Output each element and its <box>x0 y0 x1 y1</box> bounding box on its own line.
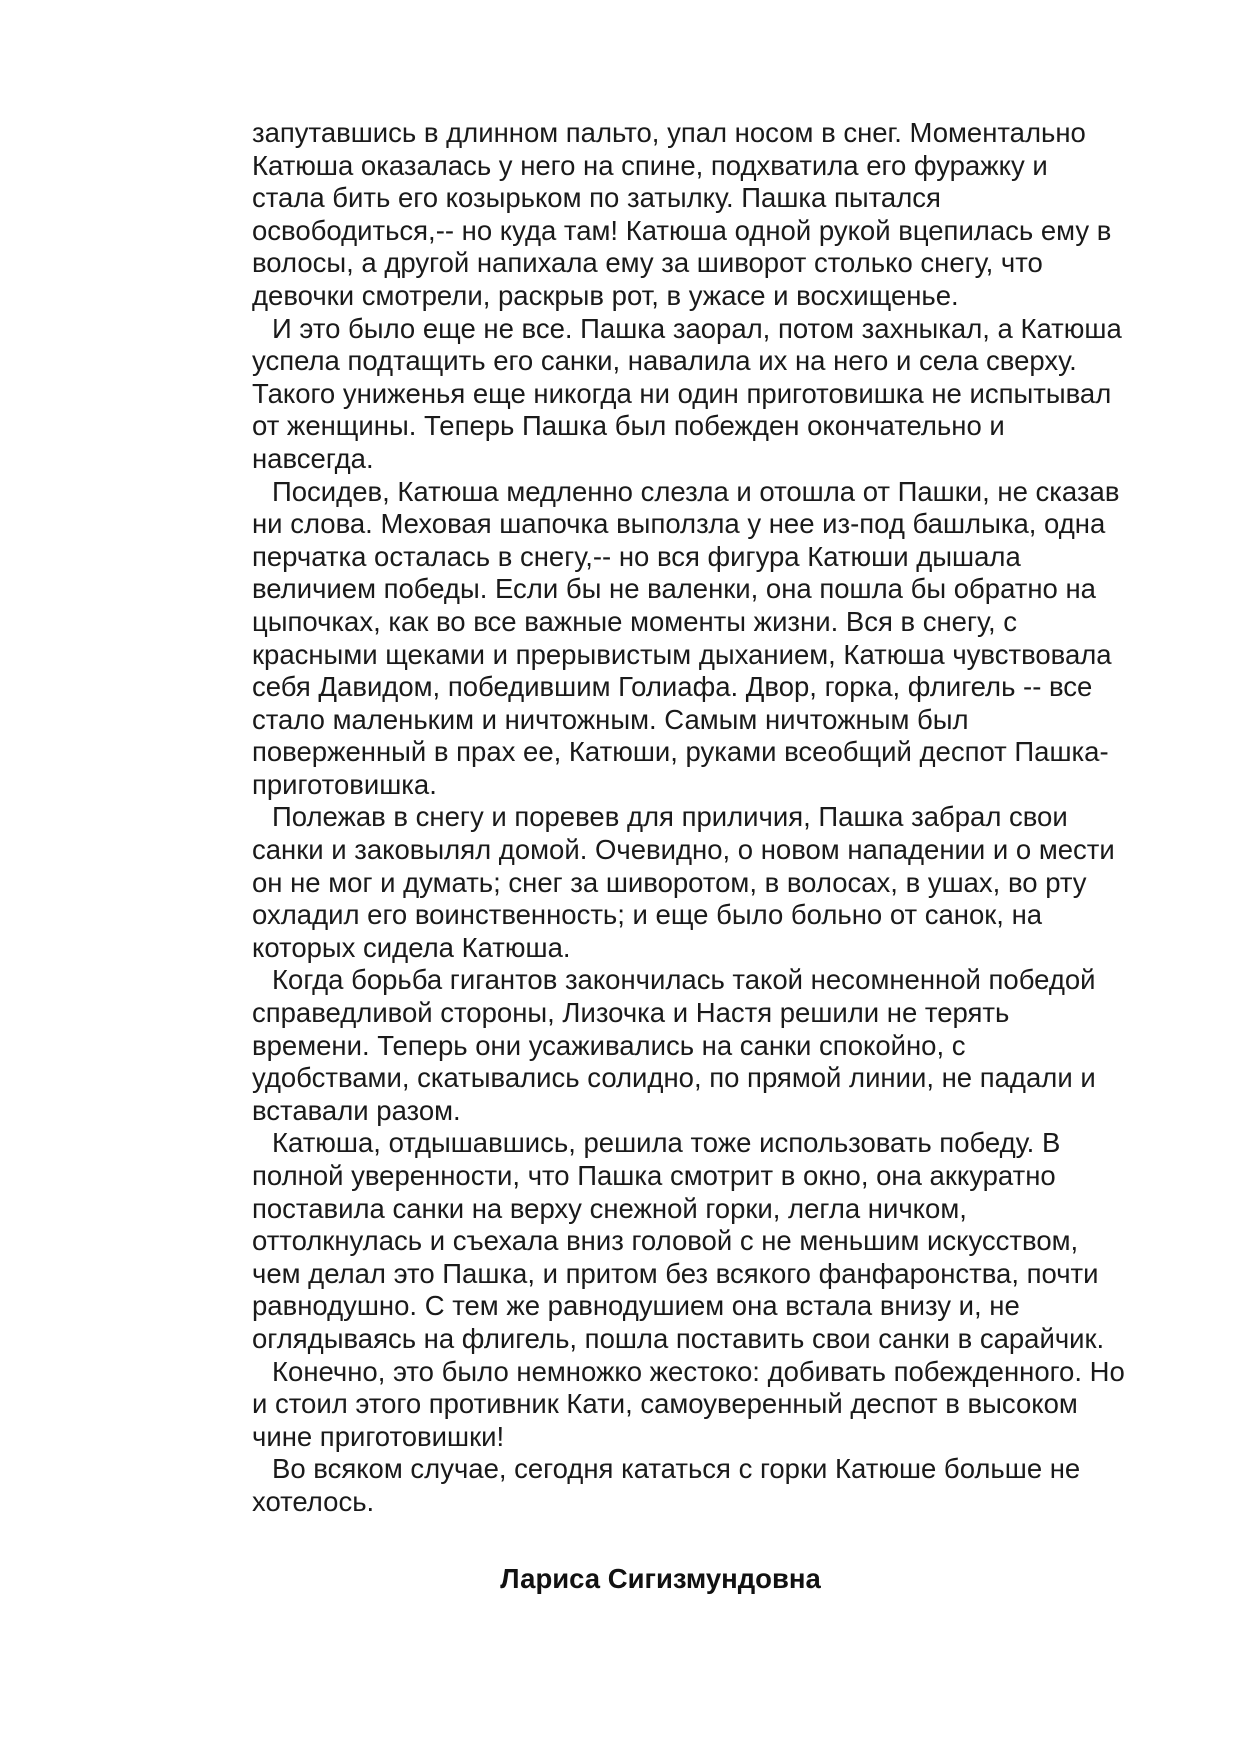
text-line: Катюша оказалась у него на спине, подхватила его фуражку и <box>252 149 1048 181</box>
chapter-heading: Лариса Сигизмундовна <box>500 1563 821 1594</box>
text-line: чем делал это Пашка, и притом без всякого фанфаронства, почти <box>252 1257 1099 1289</box>
text-line: оттолкнулась и съехала вниз головой с не меньшим искусством, <box>252 1225 1079 1257</box>
text-line: санки и заковылял домой. Очевидно, о новом нападении и о мести <box>252 834 1115 866</box>
text-line: которых сидела Катюша. <box>252 931 571 963</box>
text-line: красными щеками и прерывистым дыханием, Катюша чувствовала <box>252 638 1112 670</box>
paragraph-first-line: Во всяком случае, сегодня кататься с горки Катюше больше не <box>272 1453 1081 1485</box>
text-line: чине приготовишки! <box>252 1420 505 1452</box>
text-line: успела подтащить его санки, навалила их на него и села сверху. <box>252 345 1077 377</box>
text-line: Такого униженья еще никогда ни один приготовишка не испытывал <box>252 377 1112 409</box>
text-line: волосы, а другой напихала ему за шиворот столько снегу, что <box>252 247 1043 279</box>
text-line: освободиться,-- но куда там! Катюша одной рукой вцепилась ему в <box>252 214 1112 246</box>
text-line: перчатка осталась в снегу,-- но вся фигура Катюши дышала <box>252 540 1021 572</box>
text-line: времени. Теперь они усаживались на санки спокойно, с <box>252 1029 966 1061</box>
text-line: запутавшись в длинном пальто, упал носом в снег. Моментально <box>252 117 1086 148</box>
text-line: девочки смотрели, раскрыв рот, в ужасе и восхищенье. <box>252 279 959 311</box>
paragraph-first-line: Катюша, отдышавшись, решила тоже использовать победу. В <box>272 1127 1061 1159</box>
text-line: хотелось. <box>252 1485 375 1517</box>
text-line: оглядываясь на флигель, пошла поставить свои санки в сарайчик. <box>252 1322 1105 1354</box>
text-line: поставила санки на верху снежной горки, легла ничком, <box>252 1192 967 1224</box>
text-line: удобствами, скатывались солидно, по прямой линии, не падали и <box>252 1062 1096 1094</box>
text-line: величием победы. Если бы не валенки, она пошла бы обратно на <box>252 573 1096 605</box>
text-line: и стоил этого противник Кати, самоуверенный деспот в высоком <box>252 1388 1078 1420</box>
text-line: охладил его воинственность; и еще было больно от санок, на <box>252 899 1043 931</box>
text-line: он не мог и думать; снег за шиворотом, в волосах, в ушах, во рту <box>252 866 1087 898</box>
paragraph-first-line: Полежав в снегу и поревев для приличия, Пашка забрал свои <box>272 801 1068 833</box>
text-line: себя Давидом, победившим Голиафа. Двор, горка, флигель -- все <box>252 671 1093 703</box>
text-line: поверженный в прах ее, Катюши, руками всеобщий деспот Пашка- <box>252 736 1109 768</box>
text-line: полной уверенности, что Пашка смотрит в окно, она аккуратно <box>252 1160 1056 1191</box>
text-line: цыпочках, как во все важные моменты жизни. Вся в снегу, с <box>252 605 1018 637</box>
text-line: вставали разом. <box>252 1094 461 1126</box>
paragraph-first-line: И это было еще не все. Пашка заорал, потом захныкал, а Катюша <box>272 312 1122 344</box>
paragraph-first-line: Посидев, Катюша медленно слезла и отошла от Пашки, не сказав <box>272 475 1120 507</box>
body-text <box>252 117 1172 1519</box>
paragraph-first-line: Когда борьба гигантов закончилась такой несомненной победой <box>272 964 1096 996</box>
text-line: стало маленьким и ничтожным. Самым ничтожным был <box>252 703 969 735</box>
paragraph-first-line: Конечно, это было немножко жестоко: добивать побежденного. Но <box>272 1355 1125 1387</box>
text-line: от женщины. Теперь Пашка был побежден окончательно и <box>252 410 1005 442</box>
text-line: навсегда. <box>252 442 374 474</box>
text-line: равнодушно. С тем же равнодушием она встала внизу и, не <box>252 1290 1020 1322</box>
text-line: приготовишка. <box>252 768 437 800</box>
text-line: стала бить его козырьком по затылку. Пашка пытался <box>252 182 941 214</box>
text-line: справедливой стороны, Лизочка и Настя решили не терять <box>252 997 1010 1029</box>
text-line: ни слова. Меховая шапочка выползла у нее из-под башлыка, одна <box>252 508 1106 540</box>
